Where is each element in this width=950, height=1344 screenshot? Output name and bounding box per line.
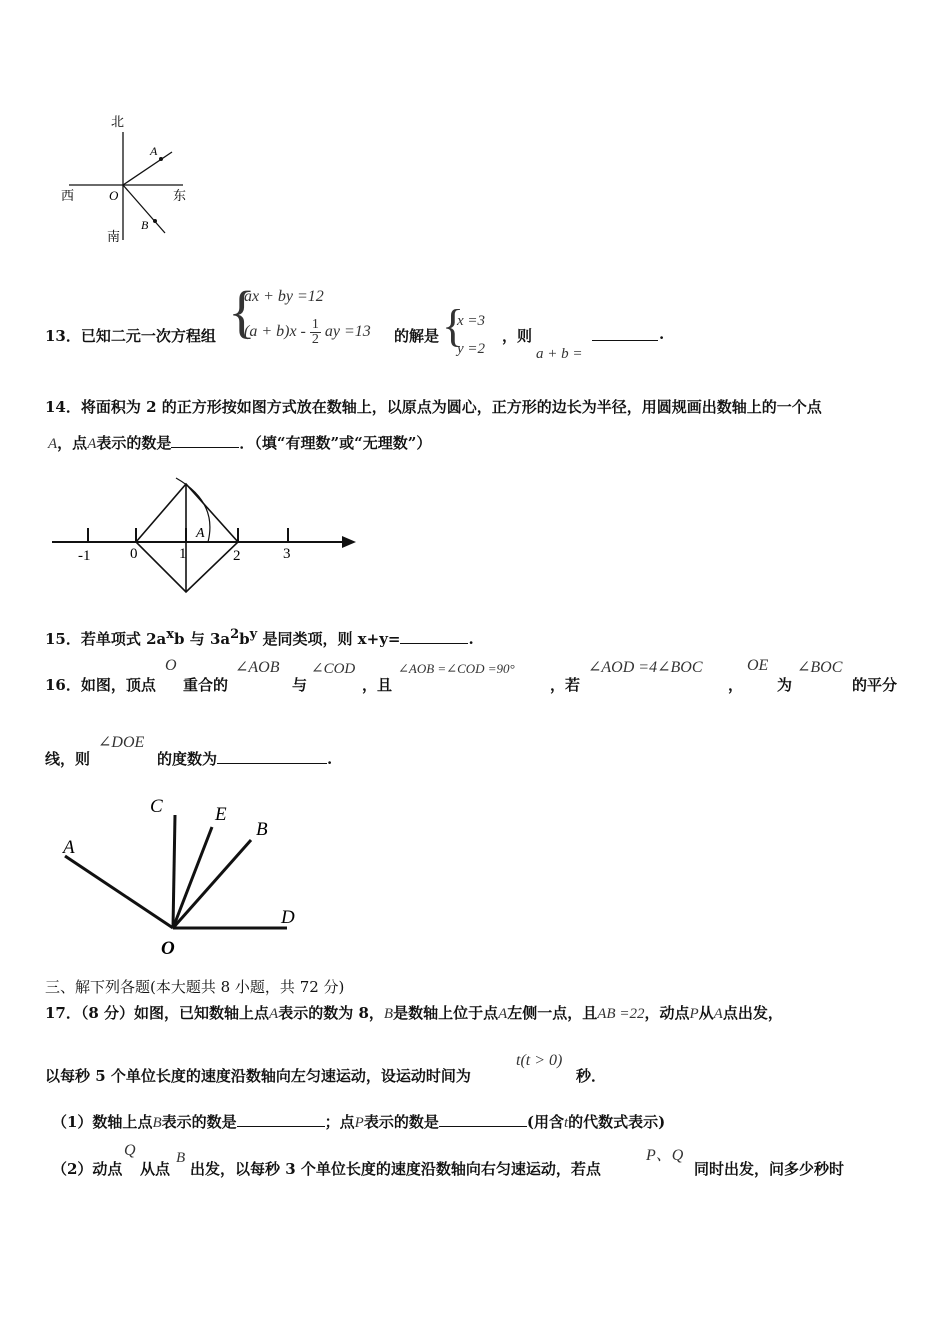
q13-sol2: y =2	[457, 341, 486, 357]
q16-line2-pre: 线，则	[45, 750, 91, 768]
q16-doe: ∠DOE	[98, 734, 145, 751]
q16-line2-post: 的度数为 .	[157, 750, 333, 768]
angle-figure	[55, 790, 315, 965]
q16-pre: 16．如图，顶点	[45, 676, 156, 694]
point-b-dot	[153, 219, 157, 223]
label-a: A	[63, 837, 75, 858]
north-label: 北	[111, 114, 125, 129]
q17-part2-pq: P、Q	[646, 1147, 684, 1164]
q16-t7: 的平分	[852, 676, 898, 694]
q17-time-var: t(t > 0)	[516, 1052, 563, 1069]
west-label: 西	[61, 188, 75, 203]
q13-number-text: 13．已知二元一次方程组	[45, 327, 216, 345]
q13-answer-blank[interactable]	[592, 326, 658, 345]
ray-oa	[65, 856, 173, 928]
q16-aob: ∠AOB	[235, 659, 280, 676]
q13-text-mid: 的解是	[394, 327, 440, 345]
ray-ob	[173, 840, 251, 928]
compass-arc	[176, 478, 210, 542]
q16-o: O	[165, 657, 177, 674]
q16-oe: OE	[747, 657, 769, 674]
q17-part2-q: Q	[124, 1142, 136, 1159]
point-a-label: A	[150, 144, 158, 158]
section-3-title: 三、解下列各题(本大题共 8 小题，共 72 分)	[45, 978, 345, 996]
q16-t5: ，	[728, 676, 744, 694]
east-label: 东	[173, 188, 187, 203]
q16-boc: ∠BOC	[797, 659, 843, 676]
point-a-dot	[159, 157, 163, 161]
q17-p-blank[interactable]	[439, 1112, 527, 1127]
q17-line2-end: 秒．	[576, 1067, 607, 1085]
label-d: D	[281, 907, 295, 928]
label-1: 1	[179, 546, 187, 562]
origin-label: O	[109, 188, 119, 203]
q16-t2: 与	[292, 676, 308, 694]
q17-part2-end: 同时出发，问多少秒时	[694, 1160, 845, 1178]
label-b: B	[256, 819, 268, 840]
q17-line1: 17．（8 分）如图，已知数轴上点A表示的数为 8，B是数轴上位于点A左侧一点，且AB =22，动点P从A点出发，	[45, 1004, 783, 1022]
q16-answer-blank[interactable]	[217, 749, 327, 764]
q13-fraction: $\frac{1}{2}$	[311, 317, 319, 347]
q13-solution-brace: {	[442, 300, 465, 351]
q14-line1: 14．将面积为 2 的正方形按如图方式放在数轴上，以原点为圆心，正方形的边长为半径，用圆规画出数轴上的一个点	[45, 398, 822, 416]
label-m1: -1	[78, 548, 91, 564]
q14-line2: A，点A表示的数是 ．（填“有理数”或“无理数”）	[48, 434, 432, 452]
q16-t4: ，若	[550, 676, 581, 694]
label-e: E	[215, 804, 227, 825]
south-label: 南	[107, 229, 121, 244]
numberline-figure	[48, 472, 368, 597]
q17-part1: （1）数轴上点B表示的数是 ；点P表示的数是 (用含t的代数式表示)	[52, 1113, 666, 1131]
label-0: 0	[130, 546, 138, 562]
q14-answer-blank[interactable]	[171, 433, 239, 448]
ray-oc	[173, 815, 175, 928]
q17-line2: 以每秒 5 个单位长度的速度沿数轴向左匀速运动，设运动时间为	[45, 1067, 471, 1085]
q17-b-blank[interactable]	[237, 1112, 325, 1127]
q13-then: ，则	[502, 327, 533, 345]
q13-sol1: x =3	[457, 313, 486, 329]
axis-arrow	[342, 536, 356, 548]
q13-end: .	[659, 325, 665, 343]
q13-eq2: (a + b)x - $\frac{1}{2}$ ay =13	[244, 317, 371, 347]
q16-cond: ∠AOB =∠COD =90°	[398, 661, 515, 676]
q13-eq1: ax + by =12	[244, 288, 324, 305]
label-2: 2	[233, 548, 241, 564]
compass-figure	[55, 110, 205, 245]
q13-system-brace: {	[228, 279, 256, 344]
q15-text: 15．若单项式 $2a^xb$ 与 $3a^2b^y$ 是同类项，则 x+y= .	[45, 627, 474, 648]
q16-cod: ∠COD	[311, 661, 356, 677]
q17-part2-pre: （2）动点	[52, 1160, 123, 1178]
point-b-label: B	[141, 218, 149, 232]
q16-rel: ∠AOD =4∠BOC	[588, 659, 703, 676]
q16-t1: 重合的	[183, 676, 229, 694]
label-3: 3	[283, 546, 291, 562]
q16-t6: 为	[777, 676, 793, 694]
ray-oa	[123, 152, 172, 185]
label-o: O	[161, 938, 175, 959]
q13-expr: a + b =	[536, 346, 583, 362]
q16-t3: ，且	[362, 676, 393, 694]
ray-oe	[173, 827, 212, 928]
q15-answer-blank[interactable]	[400, 629, 468, 644]
point-a-label: A	[196, 526, 205, 541]
label-c: C	[150, 796, 163, 817]
q17-part2-b: B	[176, 1150, 186, 1166]
q17-part2-m1: 从点	[140, 1160, 171, 1178]
q17-part2-m2: 出发，以每秒 3 个单位长度的速度沿数轴向右匀速运动，若点	[190, 1160, 601, 1178]
